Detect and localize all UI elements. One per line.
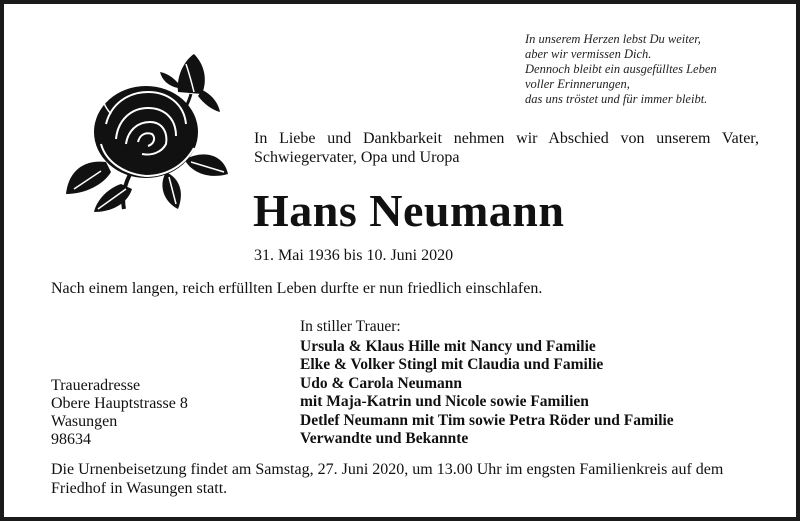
poem-verse	[525, 32, 717, 107]
passing-statement: Nach einem langen, reich erfüllten Leben durfte er nun friedlich einschlafen.	[51, 280, 543, 297]
poem-line: das uns tröstet und für immer bleibt.	[525, 92, 708, 106]
mourning-label: In stiller Trauer:	[300, 318, 401, 335]
mourner-entry: Udo & Carola Neumann	[300, 374, 463, 392]
poem-line: aber wir vermissen Dich.	[525, 47, 652, 61]
deceased-name: Hans Neumann	[253, 185, 565, 236]
rose-icon	[66, 44, 236, 212]
mourning-address	[51, 377, 188, 449]
mourners-list	[300, 338, 674, 448]
poem-line: In unserem Herzen lebst Du weiter,	[525, 32, 701, 46]
poem-line: voller Erinnerungen,	[525, 77, 630, 91]
life-dates: 31. Mai 1936 bis 10. Juni 2020	[254, 247, 454, 264]
poem-line: Dennoch bleibt ein ausgefülltes Leben	[525, 62, 717, 76]
funeral-notice: Die Urnenbeisetzung findet am Samstag, 27. Juni 2020, um 13.00 Uhr im engsten Familienkreis auf dem Friedhof in Wasungen statt.	[51, 461, 724, 497]
mourner-entry: Elke & Volker Stingl mit Claudia und Familie	[300, 356, 604, 374]
address-street: Obere Hauptstrasse 8	[51, 395, 188, 412]
mourner-entry: Detlef Neumann mit Tim sowie Petra Röder und Familie	[300, 411, 674, 429]
mourner-entry: Ursula & Klaus Hille mit Nancy und Familie	[300, 338, 596, 355]
farewell-intro: In Liebe und Dankbarkeit nehmen wir Abschied von unserem Vater, Schwiegervater, Opa und Uropa	[254, 130, 759, 166]
address-zip: 98634	[51, 431, 91, 448]
mourner-entry: Verwandte und Bekannte	[300, 430, 469, 448]
mourner-entry: mit Maja-Katrin und Nicole sowie Familien	[300, 393, 589, 411]
address-label: Traueradresse	[51, 377, 141, 394]
address-city: Wasungen	[51, 413, 118, 430]
